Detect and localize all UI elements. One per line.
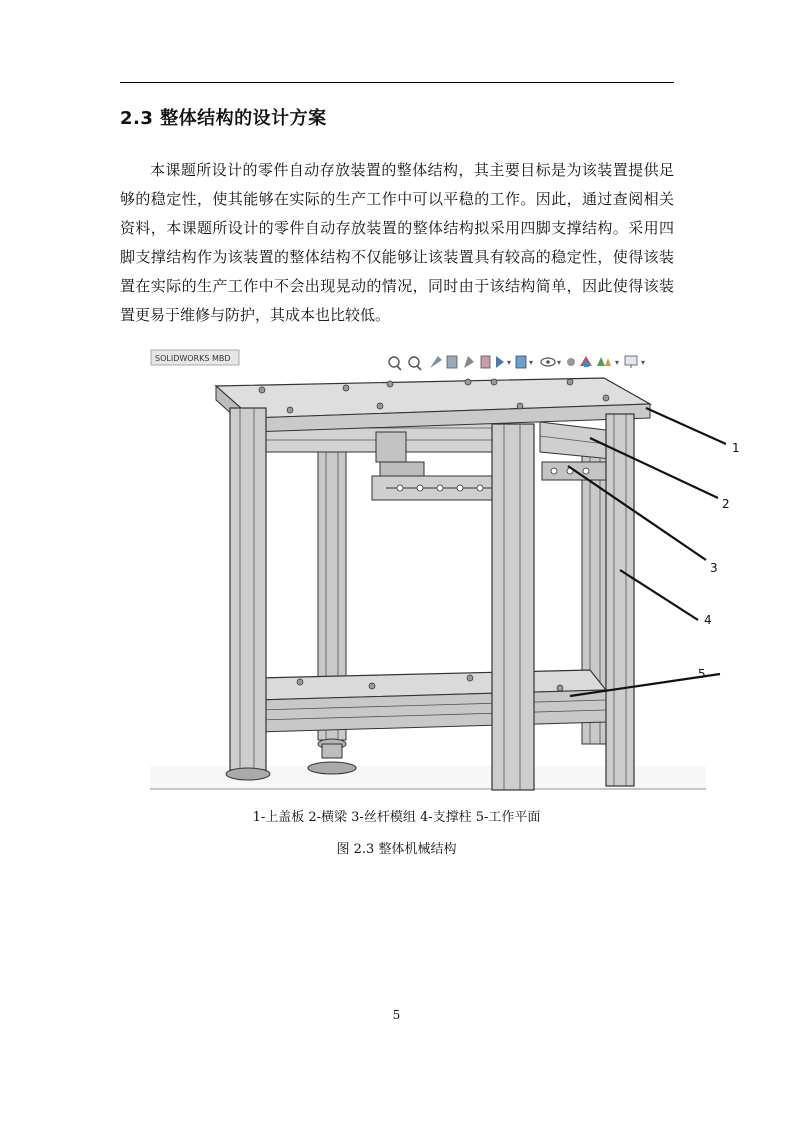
- callout-4: 4: [704, 613, 712, 627]
- view-orientation-icon: [481, 356, 490, 368]
- section-heading: 2.3 整体结构的设计方案: [120, 108, 327, 129]
- hide-show-icon: [516, 356, 526, 368]
- figure-legend: 1-上盖板 2-横梁 3-丝杆模组 4-支撑柱 5-工作平面: [252, 810, 541, 825]
- section-view-icon: [447, 356, 457, 368]
- previous-view-icon: [430, 356, 442, 368]
- callout-1: 1: [732, 441, 740, 455]
- svg-text:▾: ▾: [641, 358, 646, 367]
- svg-text:▾: ▾: [615, 358, 620, 367]
- svg-text:▾: ▾: [557, 358, 562, 367]
- header-rule: [120, 82, 674, 83]
- cad-toolbar: [389, 356, 645, 370]
- work-platform: [258, 670, 606, 732]
- cad-drawing: [150, 348, 740, 790]
- page-number: 5: [392, 1008, 401, 1022]
- display-style-icon: [496, 356, 504, 368]
- figure-cad-render: [150, 348, 740, 790]
- realview-icon: [597, 357, 605, 366]
- display-icon: [625, 356, 637, 365]
- body-paragraph: 本课题所设计的零件自动存放装置的整体结构，其主要目标是为该装置提供足够的稳定性，使其能够在实际的生产工作中可以平稳的工作。因此，通过查阅相关资料，本课题所设计的零件自动存放装置的整体结构拟采用四脚支撑结构。采用四脚支撑结构作为该装置的整体结构不仅能够让该装置具有较高的稳定性，使得该装置在实际的生产工作中不会出现晃动的情况，同时由于该结构简单，因此使得该装置更易于维修与防护，其成本也比较低。: [120, 161, 674, 324]
- callout-5: 5: [698, 667, 706, 681]
- top-cover-plate: [216, 378, 650, 432]
- software-badge: [151, 350, 239, 365]
- callout-2: 2: [722, 497, 730, 511]
- dynamic-annotation-icon: [464, 356, 474, 368]
- svg-text:▾: ▾: [507, 358, 512, 367]
- callout-3: 3: [710, 561, 718, 575]
- zoom-fit-icon: [389, 357, 399, 367]
- figure-caption: 图 2.3 整体机械结构: [336, 842, 457, 857]
- software-label: SOLIDWORKS MBD: [155, 354, 231, 363]
- svg-text:▾: ▾: [529, 358, 534, 367]
- scene-icon: [567, 358, 575, 366]
